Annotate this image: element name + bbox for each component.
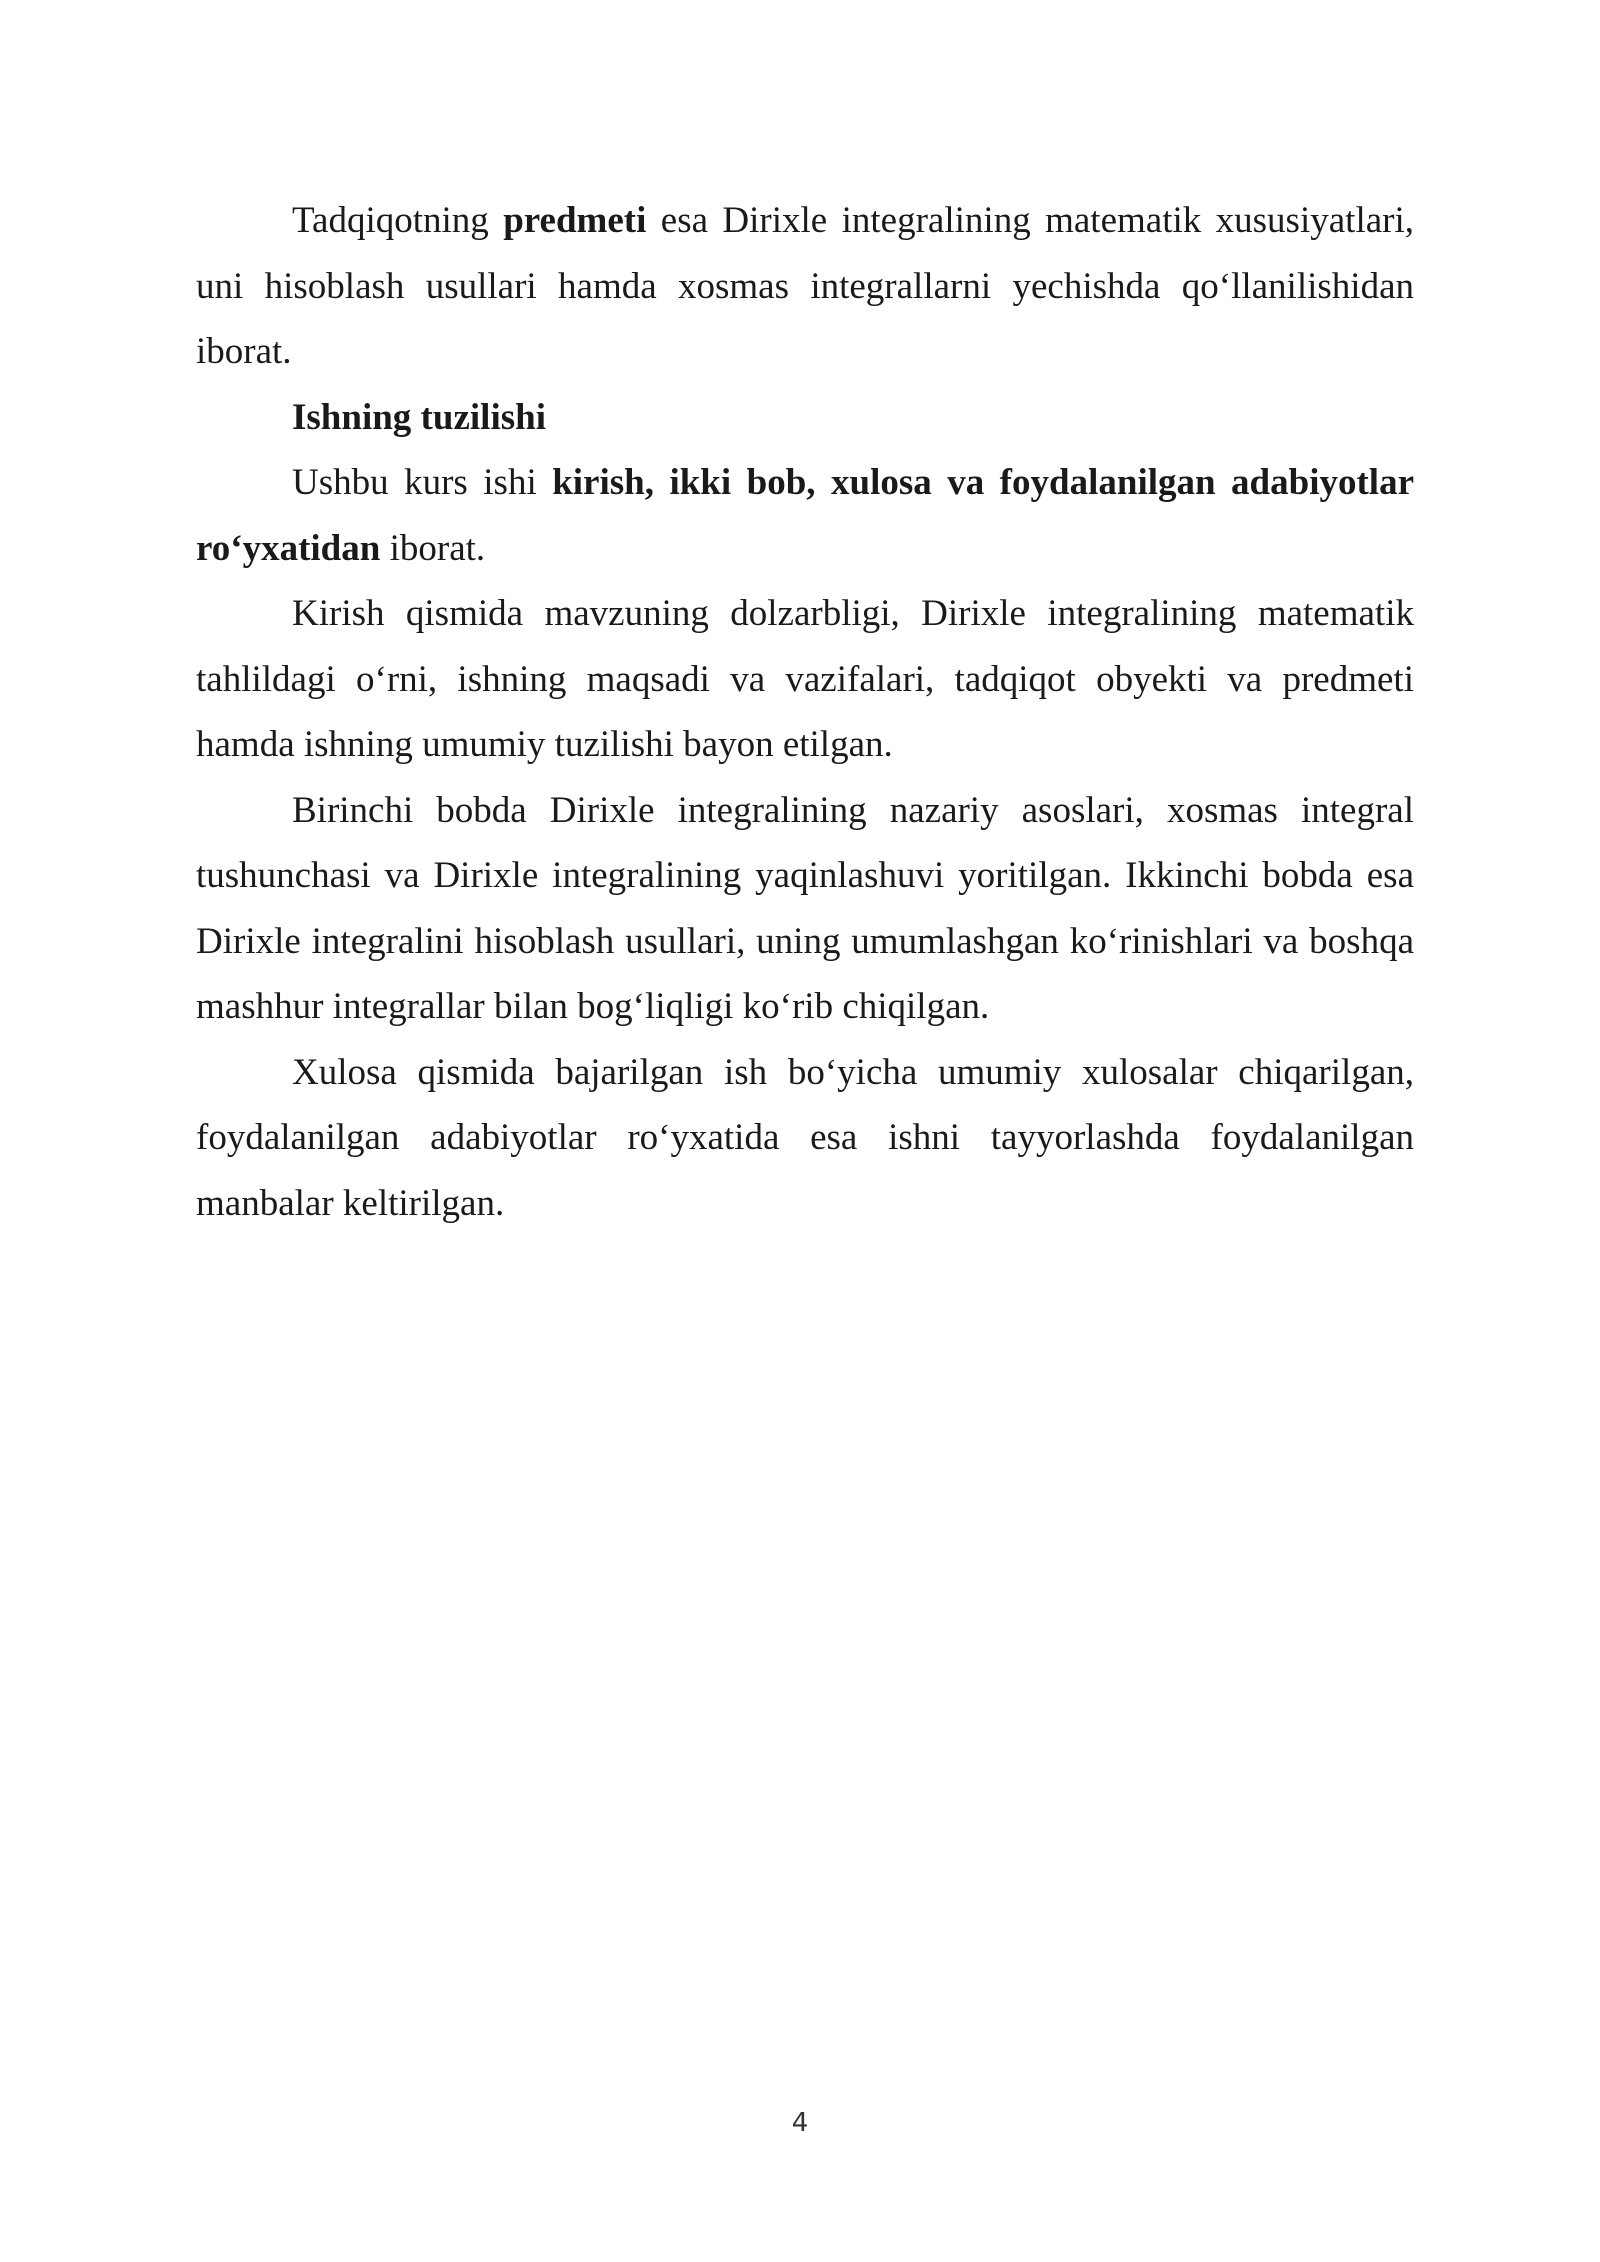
paragraph-chapters: Birinchi bobda Dirixle integralining nazariy asoslari, xosmas integral tushunchasi va Dirixle integralining yaqinlashuvi yoritilgan. Ikkinchi bobda esa Dirixle integralini hisoblash usullari, uning umumlashgan ko‘rinishlari va boshqa mashhur integrallar bilan bog‘liqligi ko‘rib chiqilgan.	[196, 789, 1414, 1027]
section-heading-structure: Ishning tuzilishi	[292, 396, 546, 438]
paragraph-introduction: Kirish qismida mavzuning dolzarbligi, Dirixle integralining matematik tahlildagi o‘rni, ishning maqsadi va vazifalari, tadqiqot obyekti va predmeti hamda ishning umumiy tuzilishi bayon etilgan.	[196, 593, 1414, 765]
paragraph-subject	[196, 188, 1414, 385]
paragraph-structure-rest: iborat.	[380, 527, 486, 569]
structure-parts-emphasis: kirish, ikki bob, xulosa va foydalanilgan adabiyotlar ro‘yxatidan	[196, 462, 1414, 569]
paragraph-conclusion: Xulosa qismida bajarilgan ish bo‘yicha umumiy xulosalar chiqarilgan, foydalanilgan adabiyotlar ro‘yxatida esa ishni tayyorlashda foydalanilgan manbalar keltirilgan.	[196, 1051, 1414, 1224]
paragraph-structure	[196, 450, 1414, 581]
page-body	[196, 188, 1414, 1236]
term-predmeti: predmeti	[503, 200, 647, 241]
paragraph-subject-lead: Tadqiqotning	[292, 200, 504, 241]
page-number: 4	[791, 2108, 809, 2138]
paragraph-subject-rest: esa Dirixle integralining matematik xususiyatlari, uni hisoblash usullari hamda xosmas integrallarni yechishda qo‘llanilishidan iborat.	[196, 200, 1414, 372]
paragraph-structure-lead: Ushbu kurs ishi	[292, 462, 553, 503]
